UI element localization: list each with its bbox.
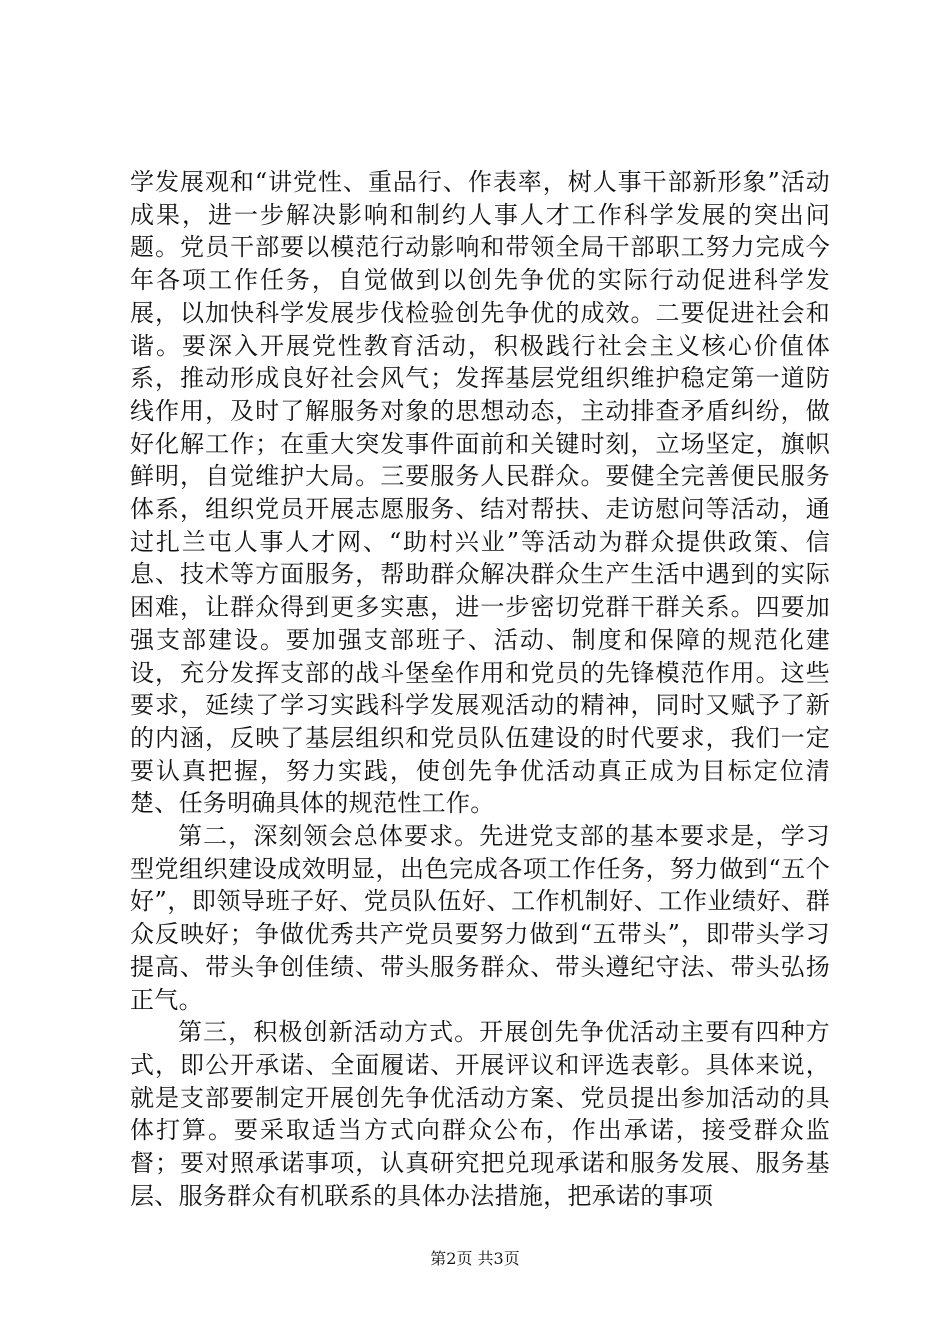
paragraph-second-requirement: 第二，深刻领会总体要求。先进党支部的基本要求是，学习型党组织建设成效明显，出色完成各项工作任务，努力做到“五个好”，即领导班子好、党员队伍好、工作机制好、工作业绩好、群众反映好；争做优秀共产党员要努力做到“五带头”，即带头学习提高、带头争创佳绩、带头服务群众、带头遵纪守法、带头弘扬正气。 — [130, 822, 830, 1014]
document-body — [130, 166, 830, 1213]
page-indicator: 第2页 共3页 — [430, 1249, 520, 1268]
paragraph-third-activity-mode: 第三，积极创新活动方式。开展创先争优活动主要有四种方式，即公开承诺、全面履诺、开展评议和评选表彰。具体来说，就是支部要制定开展创先争优活动方案、党员提出参加活动的具体打算。要采取适当方式向群众公布，作出承诺，接受群众监督；要对照承诺事项，认真研究把兑现承诺和服务发展、服务基层、服务群众有机联系的具体办法措施，把承诺的事项 — [130, 1018, 830, 1210]
paragraph-continuation: 学发展观和“讲党性、重品行、作表率，树人事干部新形象”活动成果，进一步解决影响和制约人事人才工作科学发展的突出问题。党员干部要以模范行动影响和带领全局干部职工努力完成今年各项工作任务，自觉做到以创先争优的实际行动促进科学发展，以加快科学发展步伐检验创先争优的成效。二要促进社会和谐。要深入开展党性教育活动，积极践行社会主义核心价值体系，推动形成良好社会风气；发挥基层党组织维护稳定第一道防线作用，及时了解服务对象的思想动态，主动排查矛盾纠纷，做好化解工作；在重大突发事件面前和关键时刻，立场坚定，旗帜鲜明，自觉维护大局。三要服务人民群众。要健全完善便民服务体系，组织党员开展志愿服务、结对帮扶、走访慰问等活动，通过扎兰屯人事人才网、“助村兴业”等活动为群众提供政策、信息、技术等方面服务，帮助群众解决群众生产生活中遇到的实际困难，让群众得到更多实惠，进一步密切党群干群关系。四要加强支部建设。要加强支部班子、活动、制度和保障的规范化建设，充分发挥支部的战斗堡垒作用和党员的先锋模范作用。这些要求，延续了学习实践科学发展观活动的精神，同时又赋予了新的内涵，反映了基层组织和党员队伍建设的时代要求，我们一定要认真把握，努力实践，使创先争优活动真正成为目标定位清楚、任务明确具体的规范性工作。 — [130, 168, 830, 818]
page-footer — [0, 1246, 950, 1269]
